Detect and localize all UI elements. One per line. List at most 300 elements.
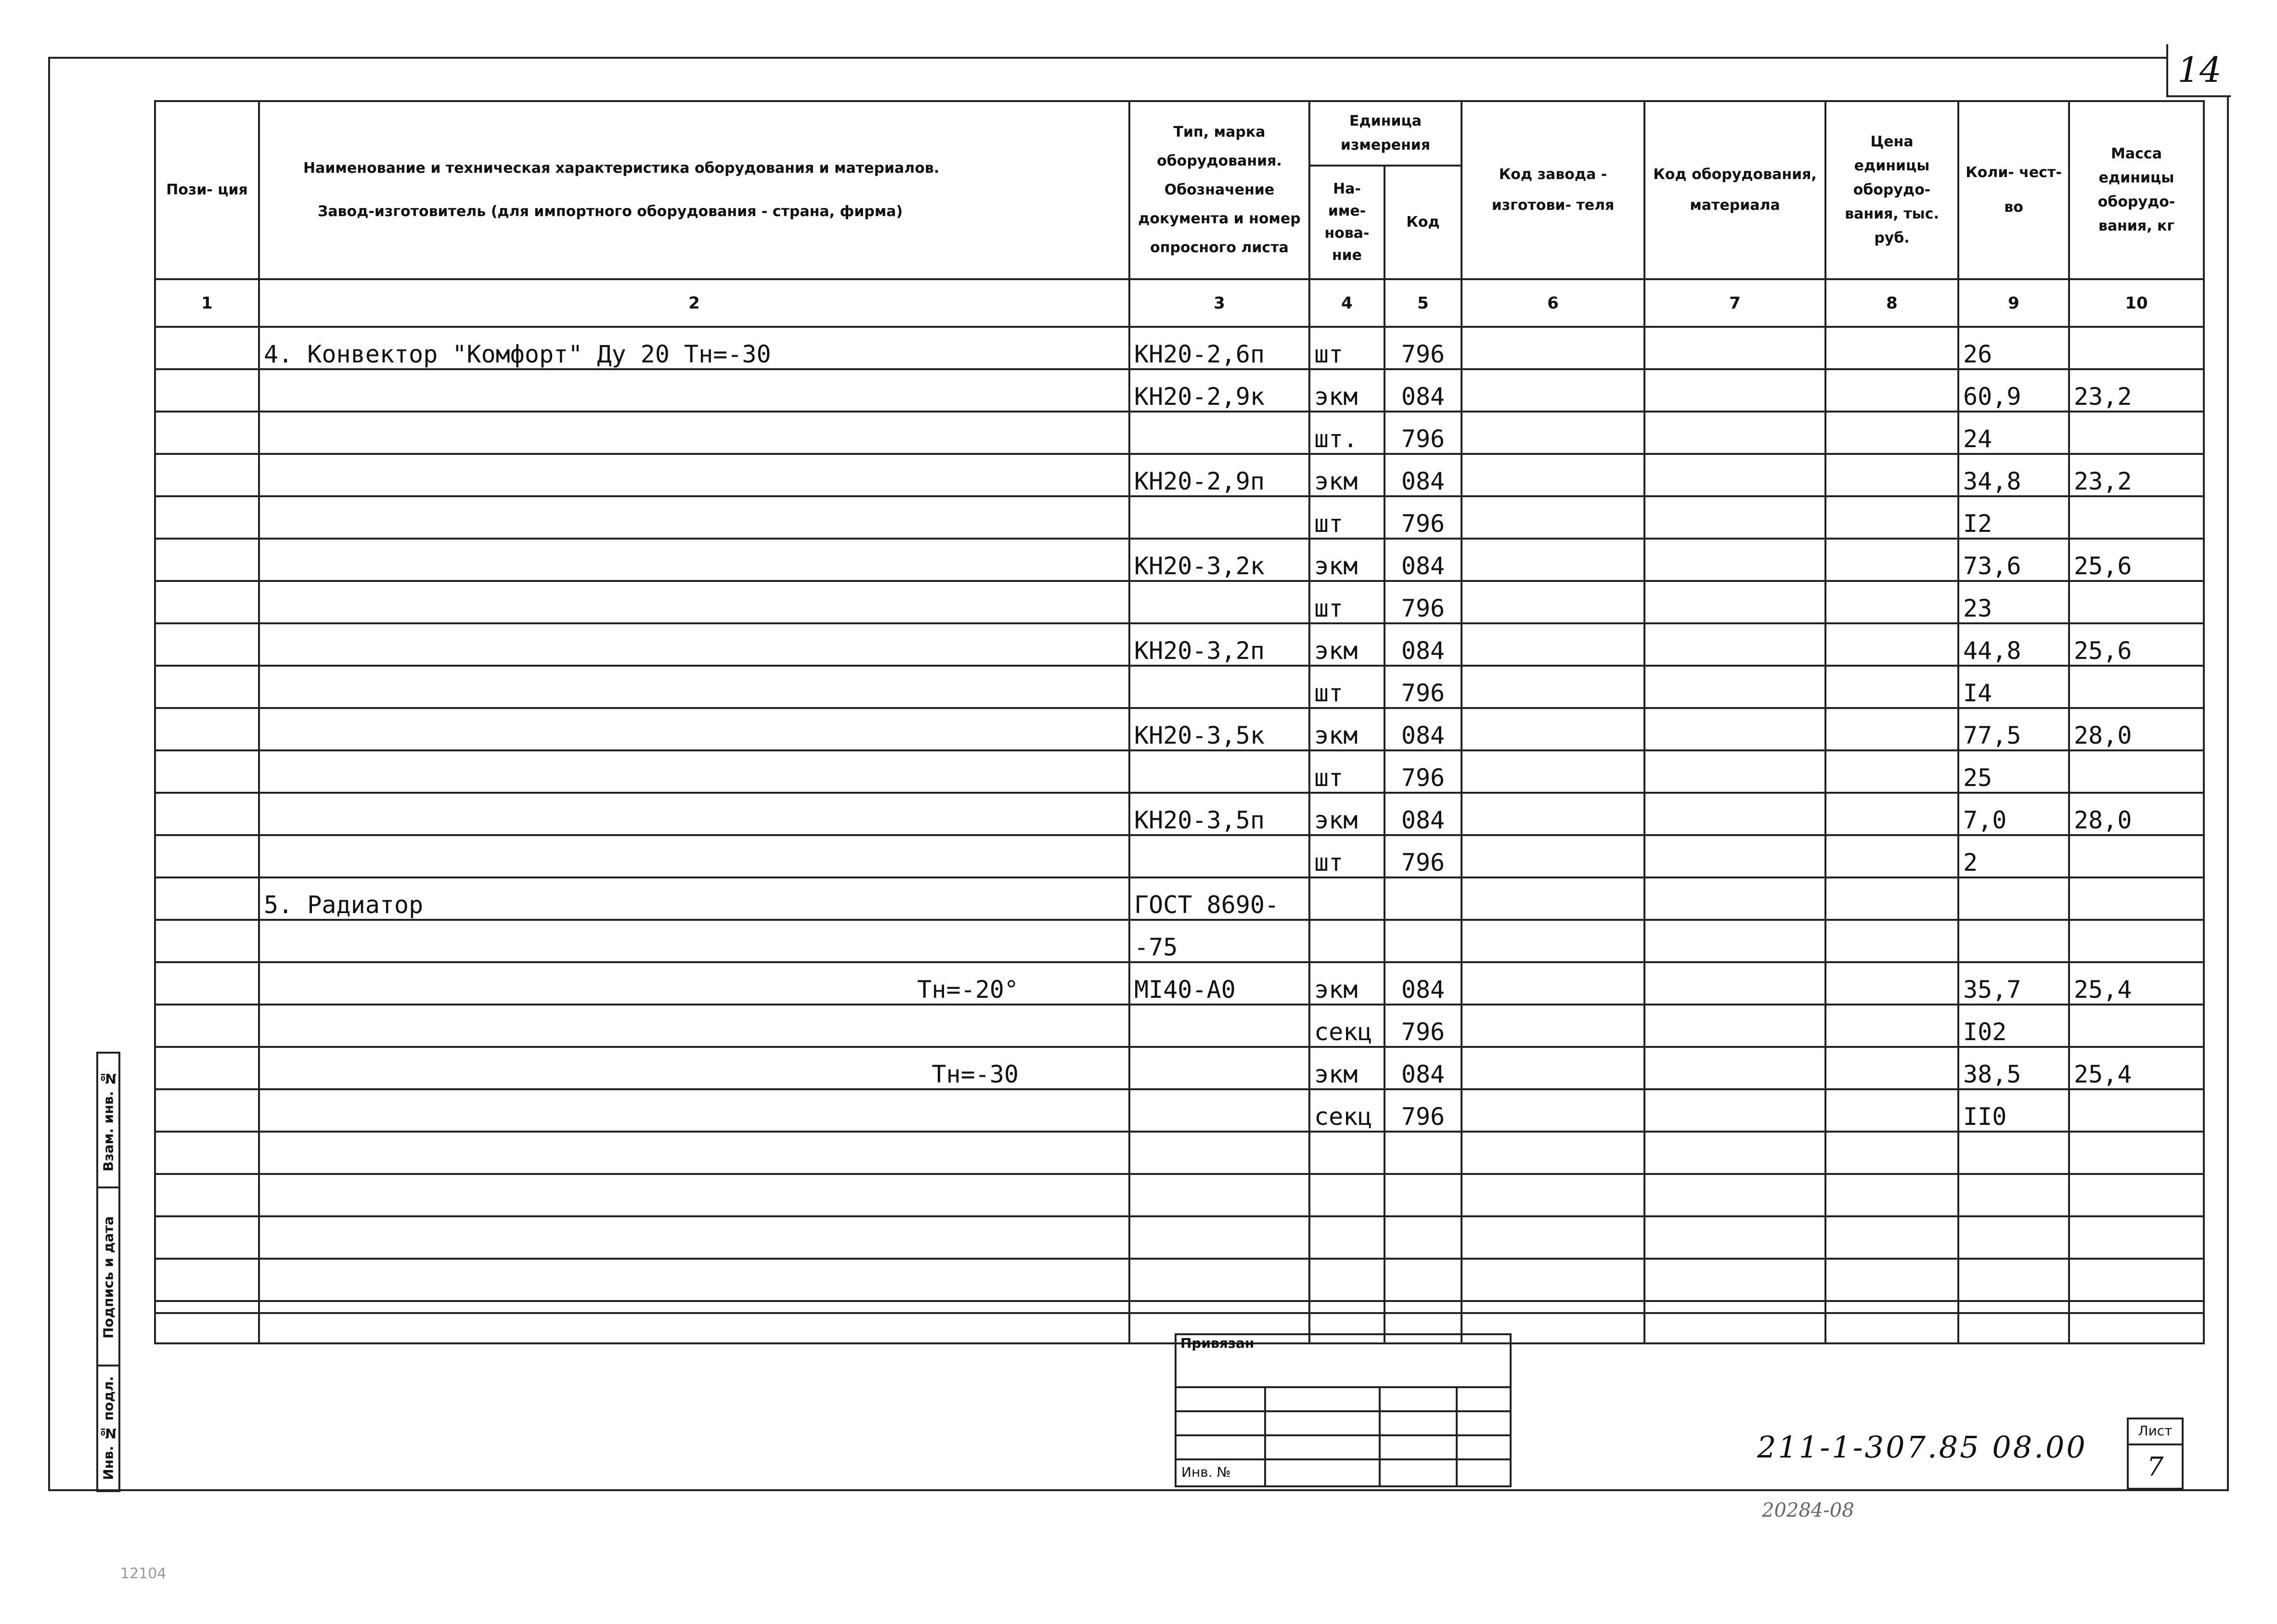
cell-code: 796 (1384, 835, 1462, 877)
table-header (155, 101, 2204, 327)
cell-price (1825, 920, 1958, 962)
col-number: 8 (1825, 279, 1958, 327)
header-unit-name: На- име- нова- ние (1309, 166, 1384, 279)
cell-name (259, 1132, 1129, 1174)
cell-factory-code (1462, 412, 1644, 454)
cell-equipment-code (1644, 1005, 1825, 1047)
cell-unit (1309, 1174, 1384, 1216)
cell-equipment-code (1644, 1047, 1825, 1089)
stamp-line (1177, 1410, 1510, 1412)
cell-equipment-code (1644, 327, 1825, 369)
table-row (155, 1005, 2204, 1047)
table-row (155, 1259, 2204, 1301)
cell-equipment-code (1644, 750, 1825, 793)
table-bottom-border (154, 1312, 2203, 1314)
cell-factory-code (1462, 623, 1644, 666)
header-price: Цена единицы оборудо- вания, тыс. руб. (1825, 101, 1958, 279)
cell-factory-code (1462, 1047, 1644, 1089)
cell-factory-code (1462, 920, 1644, 962)
item-temperature: Тн=-20° (917, 976, 1019, 1004)
table-row (155, 708, 2204, 750)
table-row (155, 877, 2204, 920)
cell-code: 084 (1384, 623, 1462, 666)
cell-mass (2069, 1216, 2204, 1259)
table-row (155, 454, 2204, 496)
cell-factory-code (1462, 581, 1644, 623)
cell-name (259, 1301, 1129, 1343)
table-body (155, 327, 2204, 1343)
table-row (155, 623, 2204, 666)
cell-factory-code (1462, 1005, 1644, 1047)
stamp-line (1177, 1434, 1510, 1436)
stamp-title: Привязан (1180, 1335, 1255, 1351)
cell-mass: 25,6 (2069, 539, 2204, 581)
cell-mass (2069, 581, 2204, 623)
table-row (155, 369, 2204, 412)
cell-quantity: 38,5 (1958, 1047, 2069, 1089)
cell-price (1825, 962, 1958, 1005)
cell-position (155, 454, 259, 496)
cell-code: 084 (1384, 369, 1462, 412)
cell-position (155, 496, 259, 539)
cell-quantity: 2 (1958, 835, 2069, 877)
cell-type (1129, 1089, 1309, 1132)
cell-unit: шт (1309, 327, 1384, 369)
cell-position (155, 835, 259, 877)
table-row (155, 496, 2204, 539)
cell-mass: 23,2 (2069, 454, 2204, 496)
cell-price (1825, 581, 1958, 623)
cell-price (1825, 877, 1958, 920)
cell-code: 796 (1384, 412, 1462, 454)
cell-position (155, 708, 259, 750)
item-name: 5. Радиатор (264, 891, 424, 919)
cell-quantity: 60,9 (1958, 369, 2069, 412)
cell-factory-code (1462, 793, 1644, 835)
cell-quantity: I2 (1958, 496, 2069, 539)
cell-factory-code (1462, 1259, 1644, 1301)
cell-code: 796 (1384, 496, 1462, 539)
cell-name (259, 793, 1129, 835)
item-name: 4. Конвектор "Комфорт" Ду 20 Тн=-30 (264, 340, 771, 368)
cell-position (155, 1132, 259, 1174)
cell-position (155, 750, 259, 793)
cell-position (155, 1301, 259, 1343)
col-number: 4 (1309, 279, 1384, 327)
side-label-podpis: Подпись и дата (100, 1216, 116, 1339)
cell-name (259, 835, 1129, 877)
cell-quantity (1958, 1301, 2069, 1343)
cell-code: 084 (1384, 793, 1462, 835)
cell-factory-code (1462, 877, 1644, 920)
table-row (155, 327, 2204, 369)
cell-position (155, 581, 259, 623)
cell-position (155, 1216, 259, 1259)
cell-position (155, 412, 259, 454)
cell-factory-code (1462, 1089, 1644, 1132)
cell-code: 084 (1384, 1047, 1462, 1089)
cell-type (1129, 1132, 1309, 1174)
cell-equipment-code (1644, 1174, 1825, 1216)
cell-name (259, 412, 1129, 454)
cell-name (259, 1174, 1129, 1216)
header-quantity: Коли- чест- во (1958, 101, 2069, 279)
col-number: 7 (1644, 279, 1825, 327)
header-name-line2: Завод-изготовитель (для импортного оборудования - страна, фирма) (318, 203, 903, 220)
specification-table (154, 100, 2205, 1344)
cell-equipment-code (1644, 581, 1825, 623)
cell-unit: экм (1309, 623, 1384, 666)
cell-unit: шт (1309, 581, 1384, 623)
table-row (155, 412, 2204, 454)
cell-unit (1309, 1216, 1384, 1259)
cell-price (1825, 454, 1958, 496)
cell-quantity: II0 (1958, 1089, 2069, 1132)
cell-equipment-code (1644, 539, 1825, 581)
cell-factory-code (1462, 1132, 1644, 1174)
cell-position (155, 1047, 259, 1089)
cell-mass (2069, 412, 2204, 454)
cell-name (259, 1047, 1129, 1089)
cell-type (1129, 666, 1309, 708)
cell-mass (2069, 496, 2204, 539)
cell-code: 084 (1384, 708, 1462, 750)
table-row (155, 1132, 2204, 1174)
cell-quantity: 44,8 (1958, 623, 2069, 666)
cell-price (1825, 496, 1958, 539)
cell-type: ГОСТ 8690- (1129, 877, 1309, 920)
cell-name (259, 1089, 1129, 1132)
cell-name (259, 581, 1129, 623)
cell-unit: экм (1309, 369, 1384, 412)
cell-position (155, 793, 259, 835)
header-mass: Масса единицы оборудо- вания, кг (2069, 101, 2204, 279)
cell-factory-code (1462, 750, 1644, 793)
cell-mass (2069, 1005, 2204, 1047)
binding-stamp (1175, 1333, 1512, 1487)
cell-position (155, 877, 259, 920)
cell-factory-code (1462, 496, 1644, 539)
cell-type: КН20-2,9к (1129, 369, 1309, 412)
cell-price (1825, 412, 1958, 454)
cell-name (259, 539, 1129, 581)
cell-type (1129, 1174, 1309, 1216)
cell-code: 796 (1384, 1089, 1462, 1132)
cell-unit: шт (1309, 496, 1384, 539)
cell-quantity: I4 (1958, 666, 2069, 708)
table-row (155, 1089, 2204, 1132)
cell-type: КН20-3,5к (1129, 708, 1309, 750)
cell-name (259, 920, 1129, 962)
cell-equipment-code (1644, 1259, 1825, 1301)
cell-type: МI40-А0 (1129, 962, 1309, 1005)
col-number: 1 (155, 279, 259, 327)
cell-price (1825, 1005, 1958, 1047)
cell-name (259, 454, 1129, 496)
cell-position (155, 1005, 259, 1047)
cell-name (259, 327, 1129, 369)
cell-name (259, 666, 1129, 708)
col-number: 3 (1129, 279, 1309, 327)
cell-equipment-code (1644, 454, 1825, 496)
cell-code (1384, 1132, 1462, 1174)
cell-factory-code (1462, 539, 1644, 581)
cell-code: 084 (1384, 454, 1462, 496)
cell-code (1384, 920, 1462, 962)
cell-name (259, 962, 1129, 1005)
cell-mass (2069, 1301, 2204, 1343)
cell-position (155, 666, 259, 708)
cell-equipment-code (1644, 835, 1825, 877)
col-number: 2 (259, 279, 1129, 327)
cell-price (1825, 1132, 1958, 1174)
header-factory-code: Код завода - изготови- теля (1462, 101, 1644, 279)
cell-equipment-code (1644, 1216, 1825, 1259)
cell-price (1825, 750, 1958, 793)
cell-quantity: 25 (1958, 750, 2069, 793)
side-label-vzam: Взам. инв. № (100, 1070, 116, 1172)
cell-quantity: 73,6 (1958, 539, 2069, 581)
cell-code: 796 (1384, 1005, 1462, 1047)
table-row (155, 1174, 2204, 1216)
cell-price (1825, 327, 1958, 369)
cell-factory-code (1462, 369, 1644, 412)
cell-unit: экм (1309, 1047, 1384, 1089)
cell-mass: 28,0 (2069, 708, 2204, 750)
stamp-inv-label: Инв. № (1181, 1464, 1231, 1480)
page-number: 14 (2166, 44, 2231, 97)
cell-unit: экм (1309, 539, 1384, 581)
cell-mass: 25,4 (2069, 962, 2204, 1005)
cell-mass (2069, 1089, 2204, 1132)
cell-equipment-code (1644, 877, 1825, 920)
cell-name (259, 623, 1129, 666)
col-number: 6 (1462, 279, 1644, 327)
cell-quantity (1958, 920, 2069, 962)
cell-code (1384, 1259, 1462, 1301)
cell-equipment-code (1644, 793, 1825, 835)
cell-type (1129, 835, 1309, 877)
cell-equipment-code (1644, 623, 1825, 666)
table-row (155, 835, 2204, 877)
cell-code (1384, 877, 1462, 920)
item-temperature: Тн=-30 (932, 1060, 1019, 1088)
col-number: 9 (1958, 279, 2069, 327)
cell-equipment-code (1644, 369, 1825, 412)
cell-code: 796 (1384, 327, 1462, 369)
cell-price (1825, 539, 1958, 581)
cell-unit: шт (1309, 666, 1384, 708)
cell-type: КН20-2,6п (1129, 327, 1309, 369)
cell-price (1825, 1259, 1958, 1301)
header-name-line1: Наименование и техническая характеристика оборудования и материалов. (303, 160, 940, 177)
col-number: 5 (1384, 279, 1462, 327)
stamp-line (1264, 1388, 1266, 1485)
cell-quantity: 35,7 (1958, 962, 2069, 1005)
cell-quantity (1958, 1174, 2069, 1216)
cell-mass (2069, 877, 2204, 920)
cell-mass: 25,4 (2069, 1047, 2204, 1089)
cell-code (1384, 1216, 1462, 1259)
cell-type: КН20-3,2к (1129, 539, 1309, 581)
table-row (155, 581, 2204, 623)
cell-price (1825, 1047, 1958, 1089)
cell-price (1825, 623, 1958, 666)
cell-name (259, 1216, 1129, 1259)
cell-unit: шт. (1309, 412, 1384, 454)
cell-name (259, 1005, 1129, 1047)
sheet-number: 7 (2147, 1452, 2164, 1482)
cell-type: КН20-2,9п (1129, 454, 1309, 496)
cell-name (259, 496, 1129, 539)
side-stamp-strip (96, 1052, 120, 1492)
cell-position (155, 539, 259, 581)
cell-price (1825, 666, 1958, 708)
cell-mass (2069, 1132, 2204, 1174)
cell-type (1129, 581, 1309, 623)
cell-equipment-code (1644, 1089, 1825, 1132)
cell-mass (2069, 1259, 2204, 1301)
cell-factory-code (1462, 454, 1644, 496)
cell-quantity: 77,5 (1958, 708, 2069, 750)
cell-unit (1309, 877, 1384, 920)
cell-price (1825, 793, 1958, 835)
cell-position (155, 962, 259, 1005)
cell-code (1384, 1174, 1462, 1216)
document-number: 211-1-307.85 08.00 (1757, 1430, 2087, 1465)
cell-type (1129, 412, 1309, 454)
cell-name (259, 1259, 1129, 1301)
cell-unit: экм (1309, 708, 1384, 750)
header-type: Тип, марка оборудования. Обозначение документа и номер опросного листа (1129, 101, 1309, 279)
cell-type (1129, 1259, 1309, 1301)
cell-unit: экм (1309, 962, 1384, 1005)
cell-unit: экм (1309, 793, 1384, 835)
cell-name (259, 877, 1129, 920)
table-row (155, 750, 2204, 793)
cell-equipment-code (1644, 1132, 1825, 1174)
cell-quantity: 34,8 (1958, 454, 2069, 496)
table-row (155, 1216, 2204, 1259)
cell-quantity: 7,0 (1958, 793, 2069, 835)
sheet-label: Лист (2129, 1419, 2182, 1445)
cell-factory-code (1462, 1174, 1644, 1216)
cell-type (1129, 496, 1309, 539)
cell-factory-code (1462, 708, 1644, 750)
cell-price (1825, 835, 1958, 877)
cell-mass (2069, 920, 2204, 962)
table-row (155, 666, 2204, 708)
cell-equipment-code (1644, 962, 1825, 1005)
stamp-line (1379, 1388, 1381, 1485)
cell-unit: секц (1309, 1005, 1384, 1047)
cell-type: -75 (1129, 920, 1309, 962)
cell-quantity (1958, 1259, 2069, 1301)
cell-unit (1309, 920, 1384, 962)
cell-price (1825, 708, 1958, 750)
stamp-line (1177, 1458, 1510, 1460)
cell-position (155, 623, 259, 666)
stamp-line (1177, 1386, 1510, 1388)
cell-type (1129, 1005, 1309, 1047)
header-position: Пози- ция (155, 101, 259, 279)
header-name (259, 101, 1129, 279)
cell-price (1825, 1174, 1958, 1216)
cell-unit: секц (1309, 1089, 1384, 1132)
archive-number: 20284-08 (1762, 1499, 1854, 1521)
sheet-box (2127, 1418, 2184, 1490)
cell-position (155, 1259, 259, 1301)
header-unit-code: Код (1384, 166, 1462, 279)
cell-code: 796 (1384, 666, 1462, 708)
cell-equipment-code (1644, 1301, 1825, 1343)
cell-unit: шт (1309, 750, 1384, 793)
table-row (155, 793, 2204, 835)
cell-unit: шт (1309, 835, 1384, 877)
cell-type: КН20-3,2п (1129, 623, 1309, 666)
cell-position (155, 920, 259, 962)
cell-unit (1309, 1259, 1384, 1301)
cell-factory-code (1462, 1216, 1644, 1259)
cell-code: 796 (1384, 750, 1462, 793)
cell-mass (2069, 666, 2204, 708)
cell-type (1129, 1216, 1309, 1259)
cell-mass (2069, 1174, 2204, 1216)
cell-mass: 25,6 (2069, 623, 2204, 666)
header-unit: Единица измерения (1309, 101, 1462, 166)
bottom-note: 12104 (120, 1565, 167, 1582)
cell-factory-code (1462, 327, 1644, 369)
cell-mass (2069, 835, 2204, 877)
cell-unit: экм (1309, 454, 1384, 496)
cell-unit (1309, 1132, 1384, 1174)
cell-mass (2069, 750, 2204, 793)
cell-quantity (1958, 1216, 2069, 1259)
cell-price (1825, 1301, 1958, 1343)
side-label-inv-podl: Инв. № подл. (100, 1376, 116, 1481)
cell-price (1825, 369, 1958, 412)
cell-factory-code (1462, 835, 1644, 877)
cell-name (259, 750, 1129, 793)
col-number: 10 (2069, 279, 2204, 327)
table-row (155, 1047, 2204, 1089)
cell-type (1129, 750, 1309, 793)
cell-factory-code (1462, 666, 1644, 708)
cell-factory-code (1462, 962, 1644, 1005)
cell-equipment-code (1644, 412, 1825, 454)
cell-mass: 23,2 (2069, 369, 2204, 412)
cell-type: КН20-3,5п (1129, 793, 1309, 835)
cell-position (155, 1174, 259, 1216)
header-equipment-code: Код оборудования, материала (1644, 101, 1825, 279)
cell-type (1129, 1047, 1309, 1089)
cell-equipment-code (1644, 708, 1825, 750)
cell-mass (2069, 327, 2204, 369)
cell-quantity: 26 (1958, 327, 2069, 369)
stamp-line (1456, 1388, 1458, 1485)
table-row (155, 962, 2204, 1005)
cell-equipment-code (1644, 666, 1825, 708)
cell-code: 084 (1384, 539, 1462, 581)
table-row (155, 539, 2204, 581)
cell-name (259, 708, 1129, 750)
cell-position (155, 369, 259, 412)
cell-position (155, 1089, 259, 1132)
cell-quantity: 24 (1958, 412, 2069, 454)
cell-quantity: I02 (1958, 1005, 2069, 1047)
cell-quantity (1958, 877, 2069, 920)
cell-quantity: 23 (1958, 581, 2069, 623)
